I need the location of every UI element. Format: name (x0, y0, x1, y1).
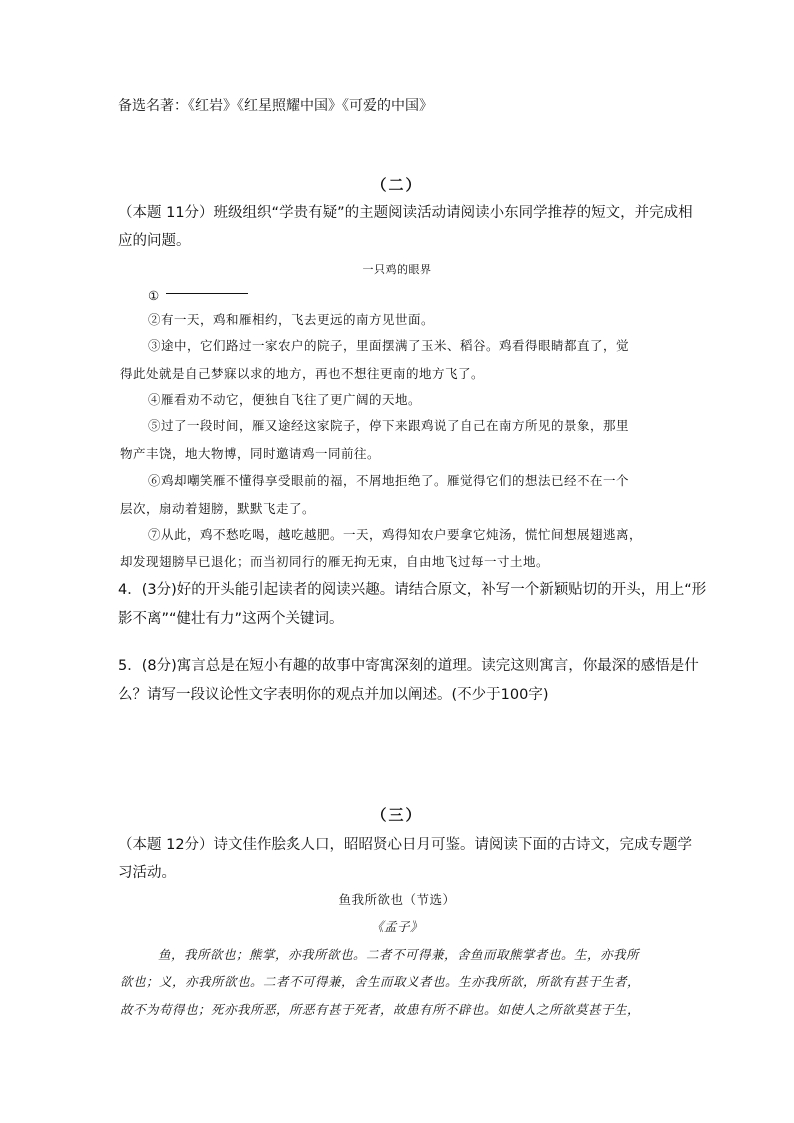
question-5-line1: 5．(8分)寓言总是在短小有趣的故事中寄寓深刻的道理。读完这则寓言，你最深的感悟是什 (118, 658, 699, 674)
story-title: 一只鸡的眼界 (362, 263, 432, 276)
intro-line: 备选名著：《红岩》《红星照耀中国》《可爱的中国》 (118, 98, 433, 114)
classical-body-line3: 故不为苟得也；死亦我所恶，所恶有甚于死者，故患有所不辟也。如使人之所欲莫甚于生， (120, 1002, 641, 1017)
section3-heading: （三） (371, 806, 423, 824)
story-paragraph-2: ②有一天，鸡和雁相约，飞去更远的南方见世面。 (148, 312, 435, 327)
story-paragraph-7-line1: ⑦从此，鸡不愁吃喝，越吃越肥。一天，鸡得知农户要拿它炖汤，慌忙间想展翅逃离， (148, 527, 643, 542)
question-4-line1: 4．(3分)好的开头能引起读者的阅读兴趣。请结合原文，补写一个新颖贴切的开头，用上“形 (118, 582, 707, 598)
section3-desc-line1: （本题 12分）诗文佳作脍炙人口，昭昭贤心日月可鉴。请阅读下面的古诗文，完成专题学 (118, 837, 693, 853)
story-paragraph-6-line2: 层次，扇动着翅膀，默默飞走了。 (120, 501, 316, 516)
question-4-line2: 影不离”“健壮有力”这两个关键词。 (118, 611, 344, 627)
question-5-line2: 么？请写一段议论性文字表明你的观点并加以阐述。(不少于100字) (118, 687, 549, 703)
story-paragraph-3-line2: 得此处就是自己梦寐以求的地方，再也不想往更南的地方飞了。 (120, 366, 485, 381)
classical-body-line2: 欲也；义，亦我所欲也。二者不可得兼，舍生而取义者也。生亦我所欲，所欲有甚于生者， (120, 974, 641, 989)
story-paragraph-5-line2: 物产丰饶，地大物博，同时邀请鸡一同前往。 (120, 446, 381, 461)
paragraph-1-label: ① (148, 288, 160, 303)
answer-blank-line[interactable] (166, 293, 248, 294)
story-paragraph-6-line1: ⑥鸡却嘲笑雁不懂得享受眼前的福，不屑地拒绝了。雁觉得它们的想法已经不在一个 (148, 473, 630, 488)
section3-desc-line2: 习活动。 (118, 865, 176, 881)
classical-body-line1: 鱼，我所欲也；熊掌，亦我所欲也。二者不可得兼，舍鱼而取熊掌者也。生，亦我所 (158, 947, 640, 962)
section2-desc-line1: （本题 11分）班级组织“学贵有疑”的主题阅读活动请阅读小东同学推荐的短文，并完成相 (118, 205, 693, 221)
classical-text-author: 《孟子》 (370, 919, 423, 934)
story-paragraph-4: ④雁看劝不动它，便独自飞往了更广阔的天地。 (148, 392, 422, 407)
section2-heading: （二） (371, 176, 423, 194)
story-paragraph-3-line1: ③途中，它们路过一家农户的院子，里面摆满了玉米、稻谷。鸡看得眼睛都直了，觉 (148, 338, 630, 353)
story-paragraph-5-line1: ⑤过了一段时间，雁又途经这家院子，停下来跟鸡说了自己在南方所见的景象，那里 (148, 418, 630, 433)
story-paragraph-7-line2: 却发现翅膀早已退化；而当初同行的雁无拘无束，自由地飞过每一寸土地。 (120, 554, 550, 569)
story-paragraph-1 (148, 286, 248, 306)
classical-text-title: 鱼我所欲也（节选） (338, 892, 456, 907)
section2-desc-line2: 应的问题。 (118, 233, 191, 249)
